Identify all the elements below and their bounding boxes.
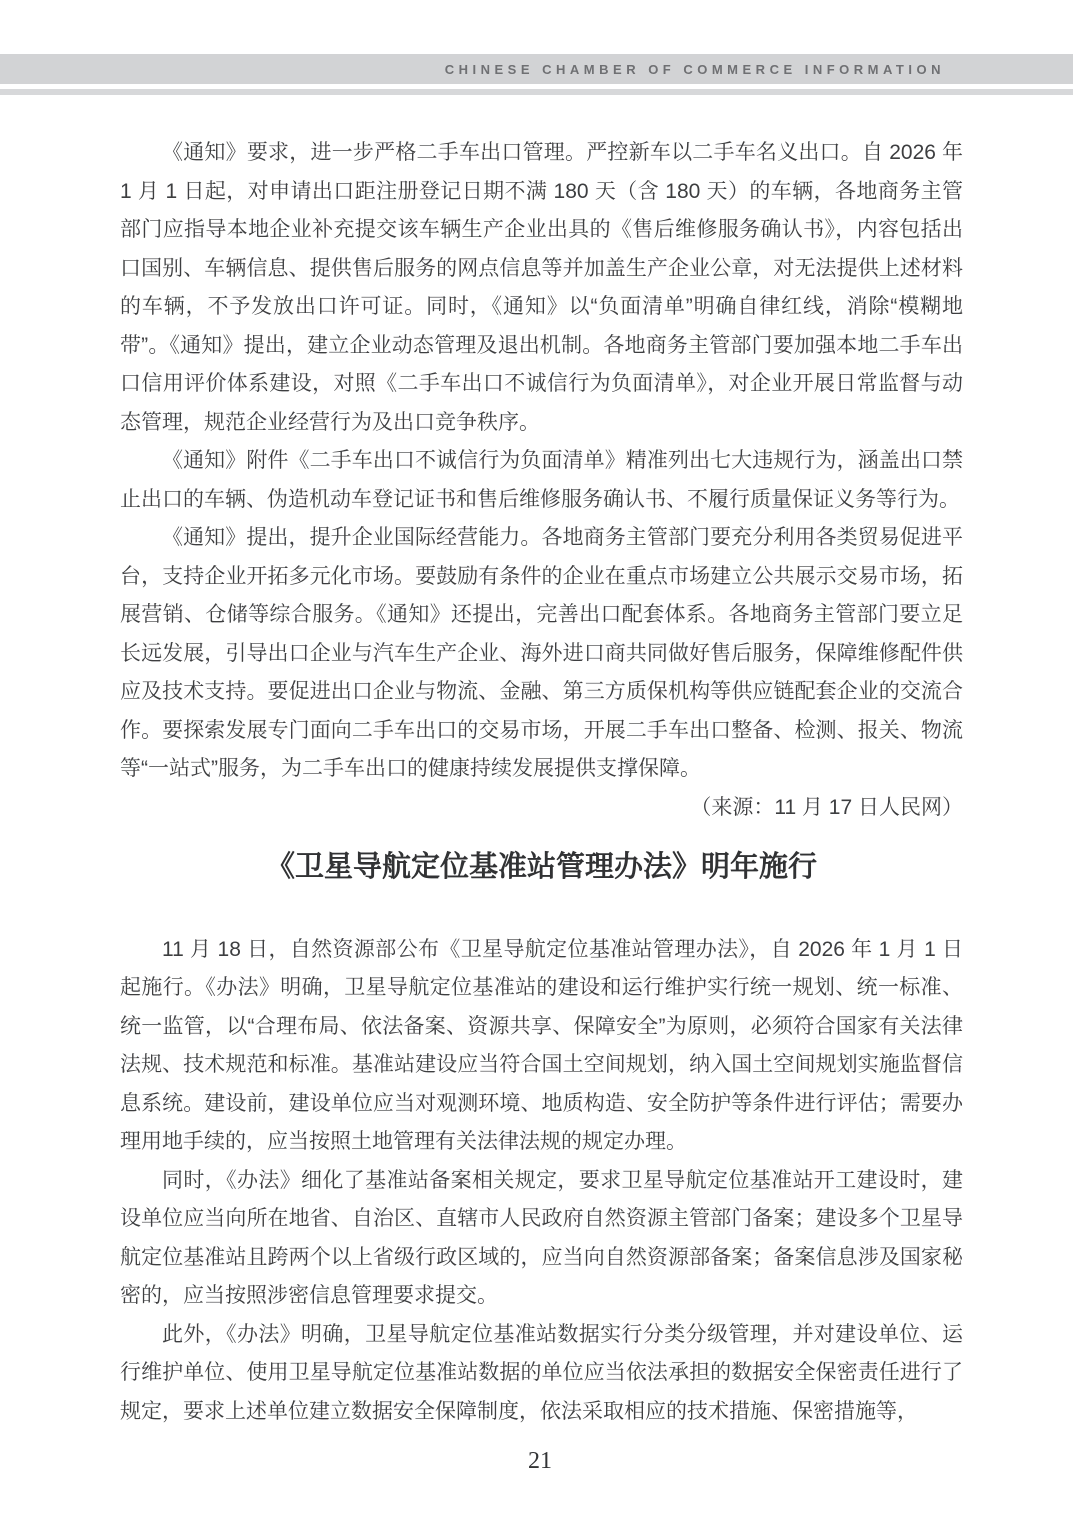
article-used-car-export-notice [120,134,963,819]
source-attribution: （来源：11 月 17 日人民网） [690,795,963,819]
header-rule [0,89,1073,95]
article1-paragraph-3 [120,519,963,819]
article2-paragraph-3: 此外，《办法》明确，卫星导航定位基准站数据实行分类分级管理，并对建设单位、运行维护单位、使用卫星导航定位基准站数据的单位应当依法承担的数据安全保密责任进行了规定，要求上述单位建立数据安全保障制度，依法采取相应的技术措施、保密措施等， [120,1322,963,1423]
article1-paragraph-2: 《通知》附件《二手车出口不诚信行为负面清单》精准列出七大违规行为，涵盖出口禁止出口的车辆、伪造机动车登记证书和售后维修服务确认书、不履行质量保证义务等行为。 [120,449,963,511]
article1-paragraph-3-text: 《通知》提出，提升企业国际经营能力。各地商务主管部门要充分利用各类贸易促进平台，支持企业开拓多元化市场。要鼓励有条件的企业在重点市场建立公共展示交易市场，拓展营销、仓储等综合服务。《通知》还提出，完善出口配套体系。各地商务主管部门要立足长远发展，引导出口企业与汽车生产企业、海外进口商共同做好售后服务，保障维修配件供应及技术支持。要促进出口企业与物流、金融、第三方质保机构等供应链配套企业的交流合作。要探索发展专门面向二手车出口的交易市场，开展二手车出口整备、检测、报关、物流等“一站式”服务，为二手车出口的健康持续发展提供支撑保障。 [120,526,963,780]
header-banner-text: CHINESE CHAMBER OF COMMERCE INFORMATION [444,61,945,77]
article2-title: 《卫星导航定位基准站管理办法》明年施行 [265,850,817,883]
article2-paragraph-1: 11 月 18 日，自然资源部公布《卫星导航定位基准站管理办法》，自 2026 年 1 月 1 日起施行。《办法》明确，卫星导航定位基准站的建设和运行维护实行统一规划、统一标准、统一监管，以“合理布局、依法备案、资源共享、保障安全”为原则，必须符合国家有关法律法规、技术规范和标准。基准站建设应当符合国土空间规划，纳入国土空间规划实施监督信息系统。建设前，建设单位应当对观测环境、地质构造、安全防护等条件进行评估；需要办理用地手续的，应当按照土地管理有关法律法规的规定办理。 [120,937,963,1153]
page-number: 21 [528,1448,552,1474]
page-content [120,134,963,1431]
article1-paragraph-1: 《通知》要求，进一步严格二手车出口管理。严控新车以二手车名义出口。自 2026 年 1 月 1 日起，对申请出口距注册登记日期不满 180 天（含 180 天）的车辆，各地商务主管部门应指导本地企业补充提交该车辆生产企业出具的《售后维修服务确认书》，内容包括出口国别、车辆信息、提供售后服务的网点信息等并加盖生产企业公章，对无法提供上述材料的车辆，不予发放出口许可证。同时，《通知》以“负面清单”明确自律红线，消除“模糊地带”。《通知》提出，建立企业动态管理及退出机制。各地商务主管部门要加强本地二手车出口信用评价体系建设，对照《二手车出口不诚信行为负面清单》，对企业开展日常监督与动态管理，规范企业经营行为及出口竞争秩序。 [120,141,963,434]
header-banner [0,54,1073,84]
article-beidou-base-station-measures [120,845,963,1432]
article2-paragraph-2: 同时，《办法》细化了基准站备案相关规定，要求卫星导航定位基准站开工建设时，建设单位应当向所在地省、自治区、直辖市人民政府自然资源主管部门备案；建设多个卫星导航定位基准站且跨两个以上省级行政区域的，应当向自然资源部备案；备案信息涉及国家秘密的，应当按照涉密信息管理要求提交。 [120,1168,963,1307]
